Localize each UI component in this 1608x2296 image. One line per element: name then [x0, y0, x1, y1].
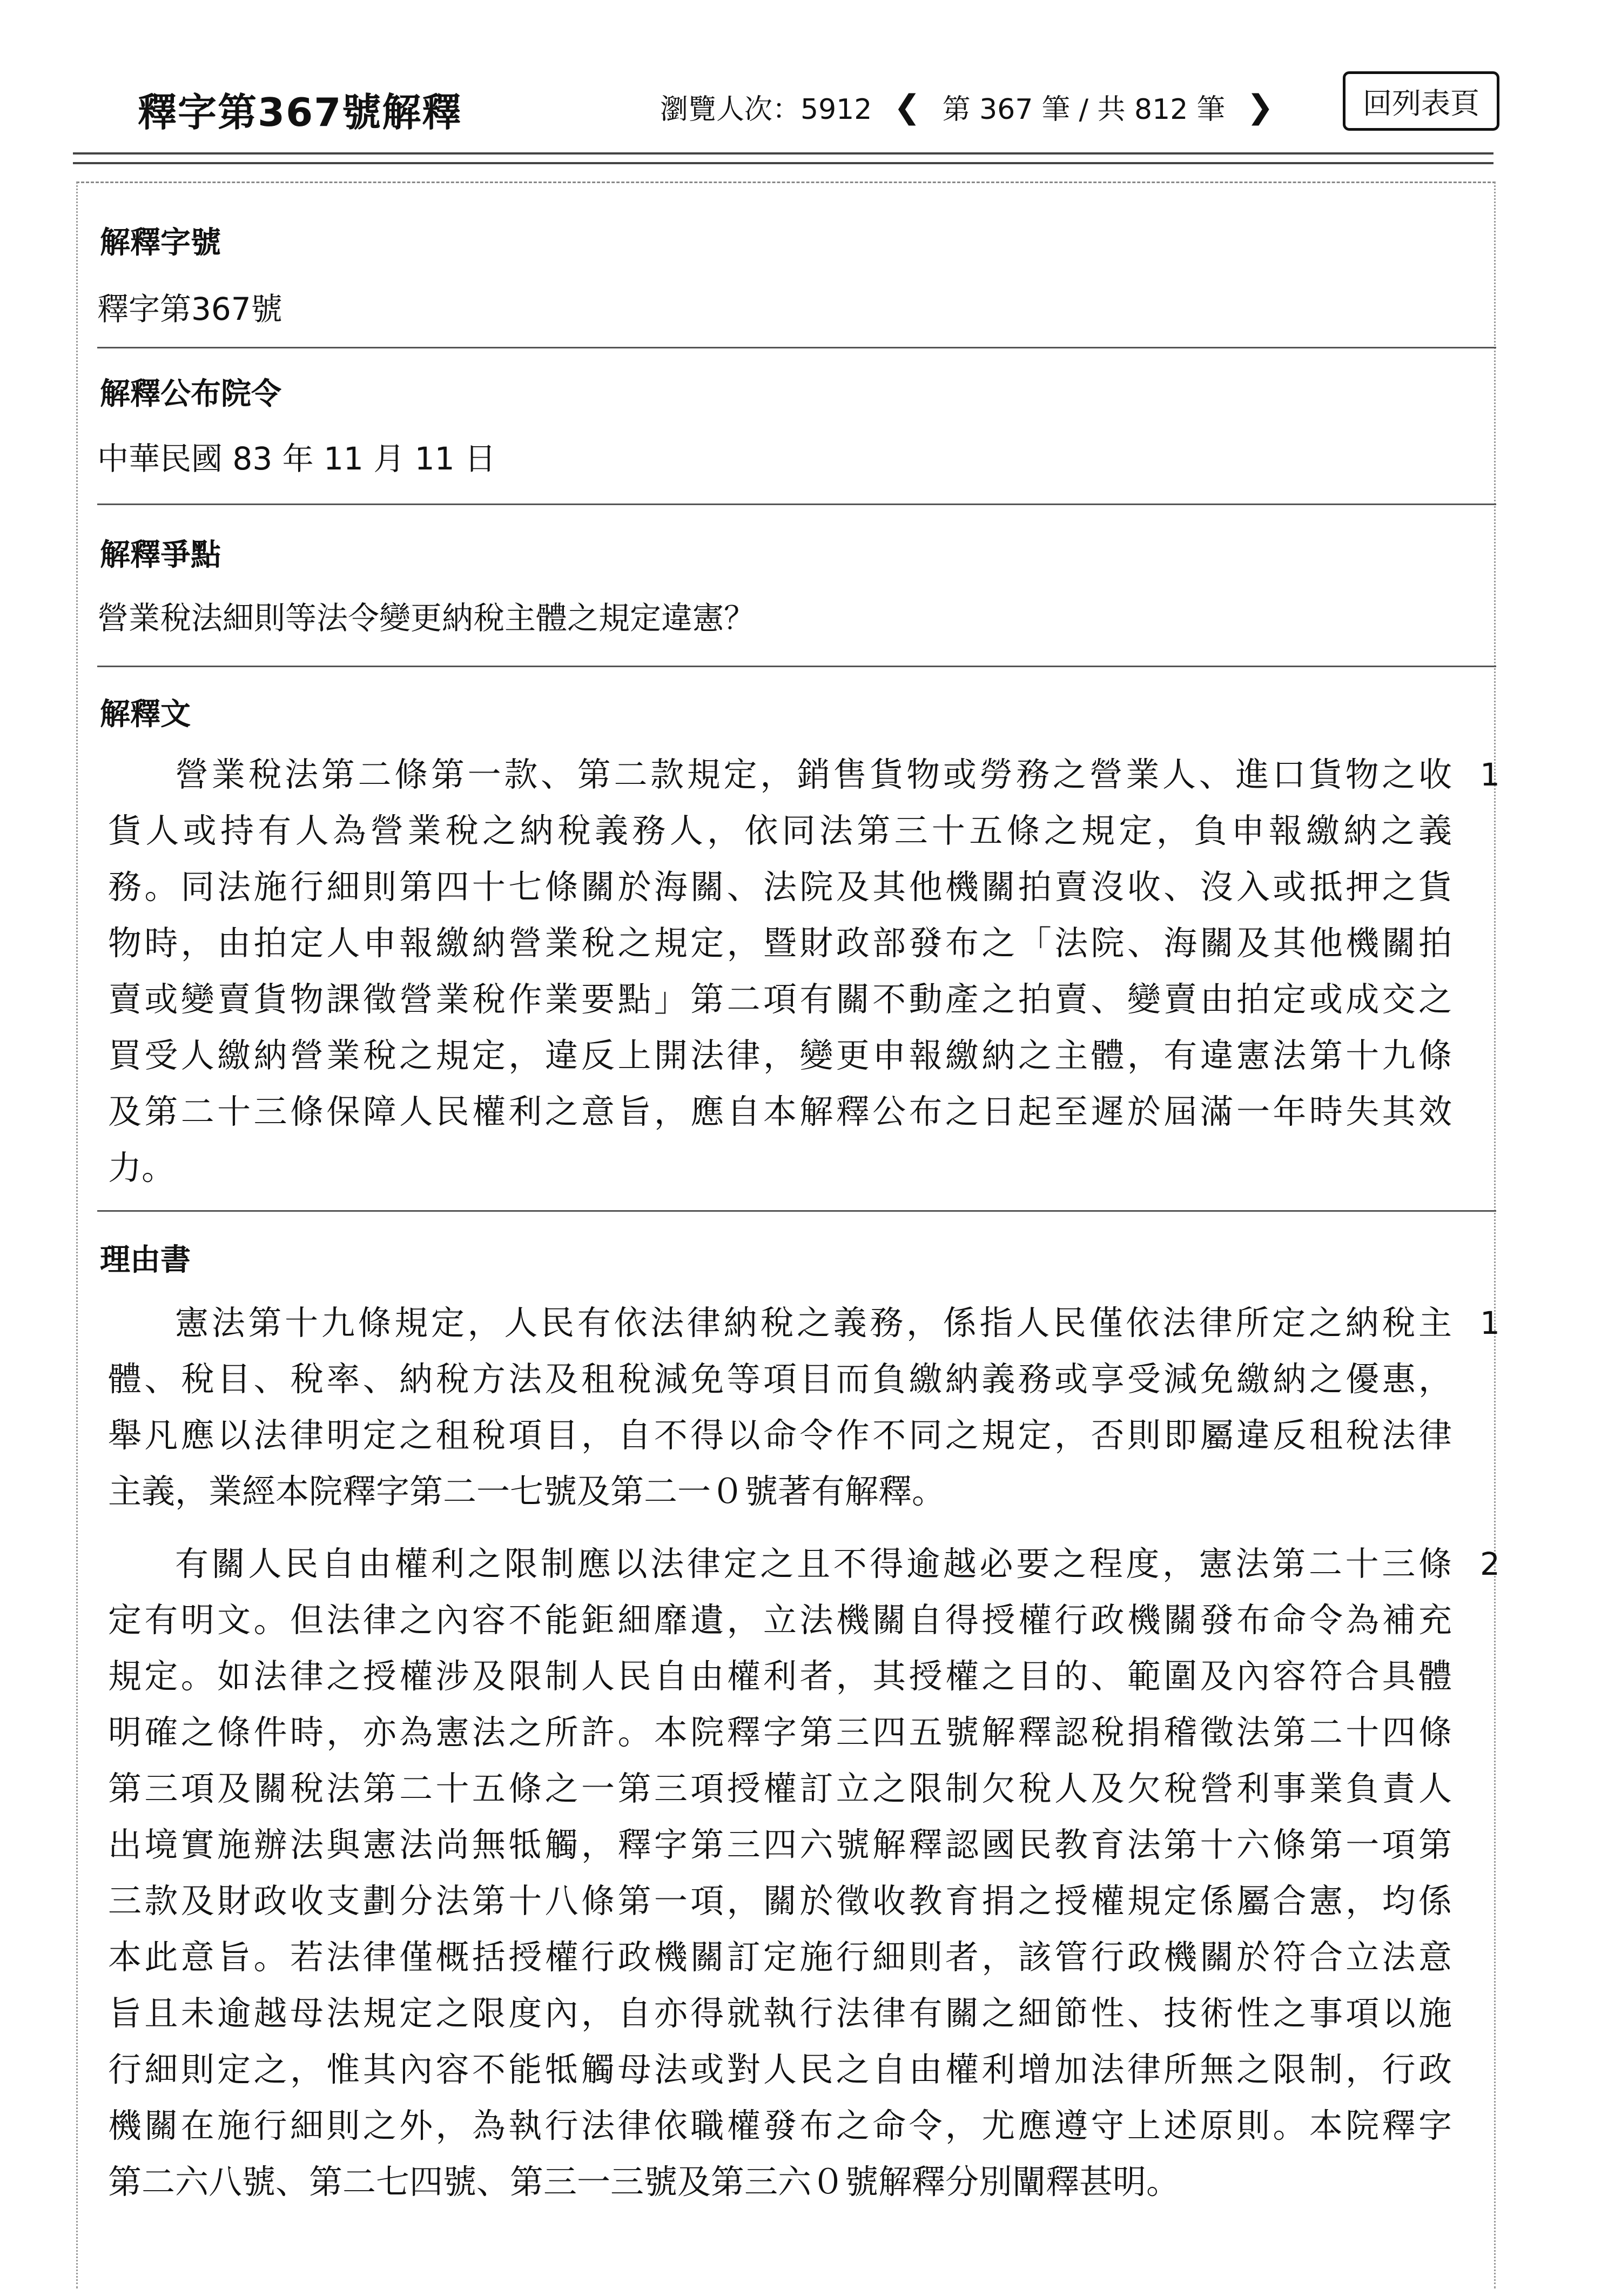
back-to-list-button[interactable]: 回列表頁 — [1343, 71, 1499, 131]
paragraph-number: 1 — [1480, 756, 1500, 793]
paragraph-line: 第二六八號、第二七四號、第三一三號及第三六０號解釋分別闡釋甚明。 — [108, 2162, 1180, 2201]
paragraph-line: 憲法第十九條規定，人民有依法律納稅之義務，係指人民僅依法律所定之納稅主 — [175, 1303, 1452, 1342]
paragraph-line: 本此意旨。若法律僅概括授權行政機關訂定施行細則者，該管行政機關於符合立法意 — [108, 1937, 1452, 1977]
paragraph-line: 機關在施行細則之外，為執行法律依職權發布之命令，尤應遵守上述原則。本院釋字 — [108, 2106, 1452, 2145]
promulgation-date: 中華民國 83 年 11 月 11 日 — [97, 440, 496, 477]
paragraph-line: 有關人民自由權利之限制應以法律定之且不得逾越必要之程度，憲法第二十三條 — [175, 1544, 1452, 1583]
chevron-left-icon[interactable]: ❮ — [893, 88, 921, 126]
paragraph-line: 三款及財政收支劃分法第十八條第一項，關於徵收教育捐之授權規定係屬合憲，均係 — [108, 1881, 1452, 1921]
reasoning-paragraph — [108, 1295, 1452, 1520]
chevron-right-icon[interactable]: ❯ — [1246, 88, 1274, 126]
record-position: 第 367 筆 / 共 812 筆 — [942, 93, 1225, 126]
section-label-reasoning: 理由書 — [100, 1243, 191, 1278]
paragraph-line: 明確之條件時，亦為憲法之所許。本院釋字第三四五號解釋認稅捐稽徵法第二十四條 — [108, 1713, 1452, 1752]
paragraph-number: 2 — [1480, 1546, 1500, 1582]
reasoning-paragraph — [108, 1536, 1452, 2210]
header-divider — [73, 162, 1493, 164]
header-divider — [73, 152, 1493, 155]
divider — [97, 503, 1496, 505]
paragraph-line: 體、稅目、稅率、納稅方法及租稅減免等項目而負繳納義務或享受減免繳納之優惠， — [108, 1359, 1452, 1399]
paragraph-line: 務。同法施行細則第四十七條關於海關、法院及其他機關拍賣沒收、沒入或抵押之貨 — [108, 867, 1452, 907]
paragraph-line: 買受人繳納營業稅之規定，違反上開法律，變更申報繳納之主體，有違憲法第十九條 — [108, 1036, 1452, 1075]
paragraph-line: 及第二十三條保障人民權利之意旨，應自本解釋公布之日起至遲於屆滿一年時失其效 — [108, 1092, 1452, 1131]
divider — [97, 1210, 1496, 1212]
section-label-number: 解釋字號 — [100, 225, 221, 260]
paragraph-line: 行細則定之，惟其內容不能牴觸母法或對人民之自由權利增加法律所無之限制，行政 — [108, 2050, 1452, 2089]
paragraph-number: 1 — [1480, 1305, 1500, 1341]
page-title: 釋字第367號解釋 — [138, 90, 462, 135]
paragraph-line: 力。 — [108, 1148, 176, 1187]
paragraph-line: 旨且未逾越母法規定之限度內，自亦得就執行法律有關之細節性、技術性之事項以施 — [108, 1993, 1452, 2033]
divider — [97, 666, 1496, 667]
paragraph-line: 營業稅法第二條第一款、第二款規定，銷售貨物或勞務之營業人、進口貨物之收 — [175, 755, 1452, 794]
paragraph-line: 舉凡應以法律明定之租稅項目，自不得以命令作不同之規定，否則即屬違反租稅法律 — [108, 1415, 1452, 1455]
paragraph-line: 規定。如法律之授權涉及限制人民自由權利者，其授權之目的、範圍及內容符合具體 — [108, 1656, 1452, 1696]
record-navigation — [660, 86, 1295, 127]
paragraph-line: 第三項及關稅法第二十五條之一第三項授權訂立之限制欠稅人及欠稅營利事業負責人 — [108, 1769, 1452, 1808]
divider — [97, 347, 1496, 348]
section-label-holding: 解釋文 — [100, 697, 191, 732]
paragraph-line: 賣或變賣貨物課徵營業稅作業要點」第二項有關不動產之拍賣、變賣由拍定或成交之 — [108, 979, 1452, 1019]
section-label-issue: 解釋爭點 — [100, 538, 221, 573]
paragraph-line: 主義，業經本院釋字第二一七號及第二一０號著有解釋。 — [108, 1472, 946, 1511]
paragraph-line: 貨人或持有人為營業稅之納稅義務人，依同法第三十五條之規定，負申報繳納之義 — [108, 811, 1452, 850]
holding-paragraph — [108, 747, 1452, 1196]
view-count: 瀏覽人次：5912 — [660, 93, 872, 126]
interpretation-number: 釋字第367號 — [97, 291, 282, 327]
paragraph-line: 定有明文。但法律之內容不能鉅細靡遺，立法機關自得授權行政機關發布命令為補充 — [108, 1600, 1452, 1640]
issue-text: 營業稅法細則等法令變更納稅主體之規定違憲？ — [97, 600, 756, 636]
section-label-date: 解釋公布院令 — [100, 377, 281, 412]
paragraph-line: 物時，由拍定人申報繳納營業稅之規定，暨財政部發布之「法院、海關及其他機關拍 — [108, 923, 1452, 963]
paragraph-line: 出境實施辦法與憲法尚無牴觸，釋字第三四六號解釋認國民教育法第十六條第一項第 — [108, 1825, 1452, 1864]
